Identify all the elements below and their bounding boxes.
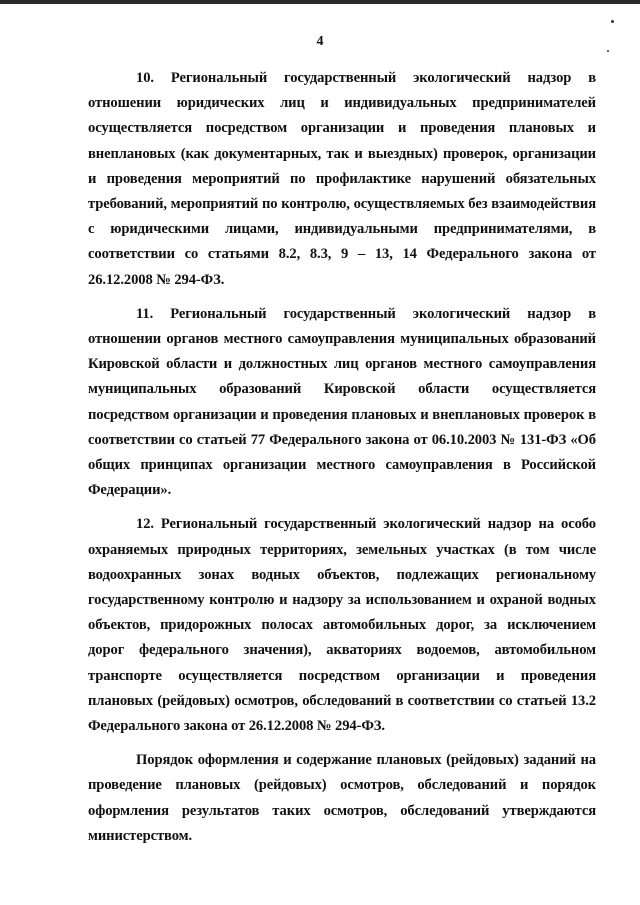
document-body [88, 66, 596, 858]
scan-speck [611, 20, 614, 23]
scan-speck [607, 50, 609, 52]
scan-top-edge [0, 0, 640, 4]
paragraph-10: 10. Региональный государственный экологический надзор в отношении юридических лиц и индивидуальных предпринимателей осуществляется посредством организации и проведения плановых и внеплановых (как документарных, так и выездных) проверок, организации и проведения мероприятий по профилактике нарушений обязательных требований, мероприятий по контролю, осуществляемых без взаимодействия с юридическими лицами, индивидуальными предпринимателями, в соответствии со статьями 8.2, 8.3, 9 – 13, 14 Федерального закона от 26.12.2008 № 294-ФЗ. [88, 70, 596, 288]
paragraph-11: 11. Региональный государственный экологический надзор в отношении органов местного самоуправления муниципальных образований Кировской области и должностных лиц органов местного самоуправления муниципальных образований Кировской области осуществляется посредством организации и проведения плановых и внеплановых проверок в соответствии со статьей 77 Федерального закона от 06.10.2003 № 131-ФЗ «Об общих принципах организации местного самоуправления в Российской Федерации». [88, 305, 596, 499]
page-number: 4 [316, 34, 324, 49]
paragraph-procedure: Порядок оформления и содержание плановых (рейдовых) заданий на проведение плановых (рейдовых) осмотров, обследований и порядок оформления результатов таких осмотров, обследований утверждаются министерством. [88, 752, 596, 844]
paragraph-12: 12. Региональный государственный экологический надзор на особо охраняемых природных территориях, земельных участках (в том числе водоохранных зонах водных объектов, подлежащих региональному государственному контролю и надзору за использованием и охраной водных объектов, придорожных полосах автомобильных дорог, за исключением дорог федерального значения), акваториях водоемов, автомобильном транспорте осуществляется посредством организации и проведения плановых (рейдовых) осмотров, обследований в соответствии со статьей 13.2 Федерального закона от 26.12.2008 № 294-ФЗ. [88, 516, 596, 735]
